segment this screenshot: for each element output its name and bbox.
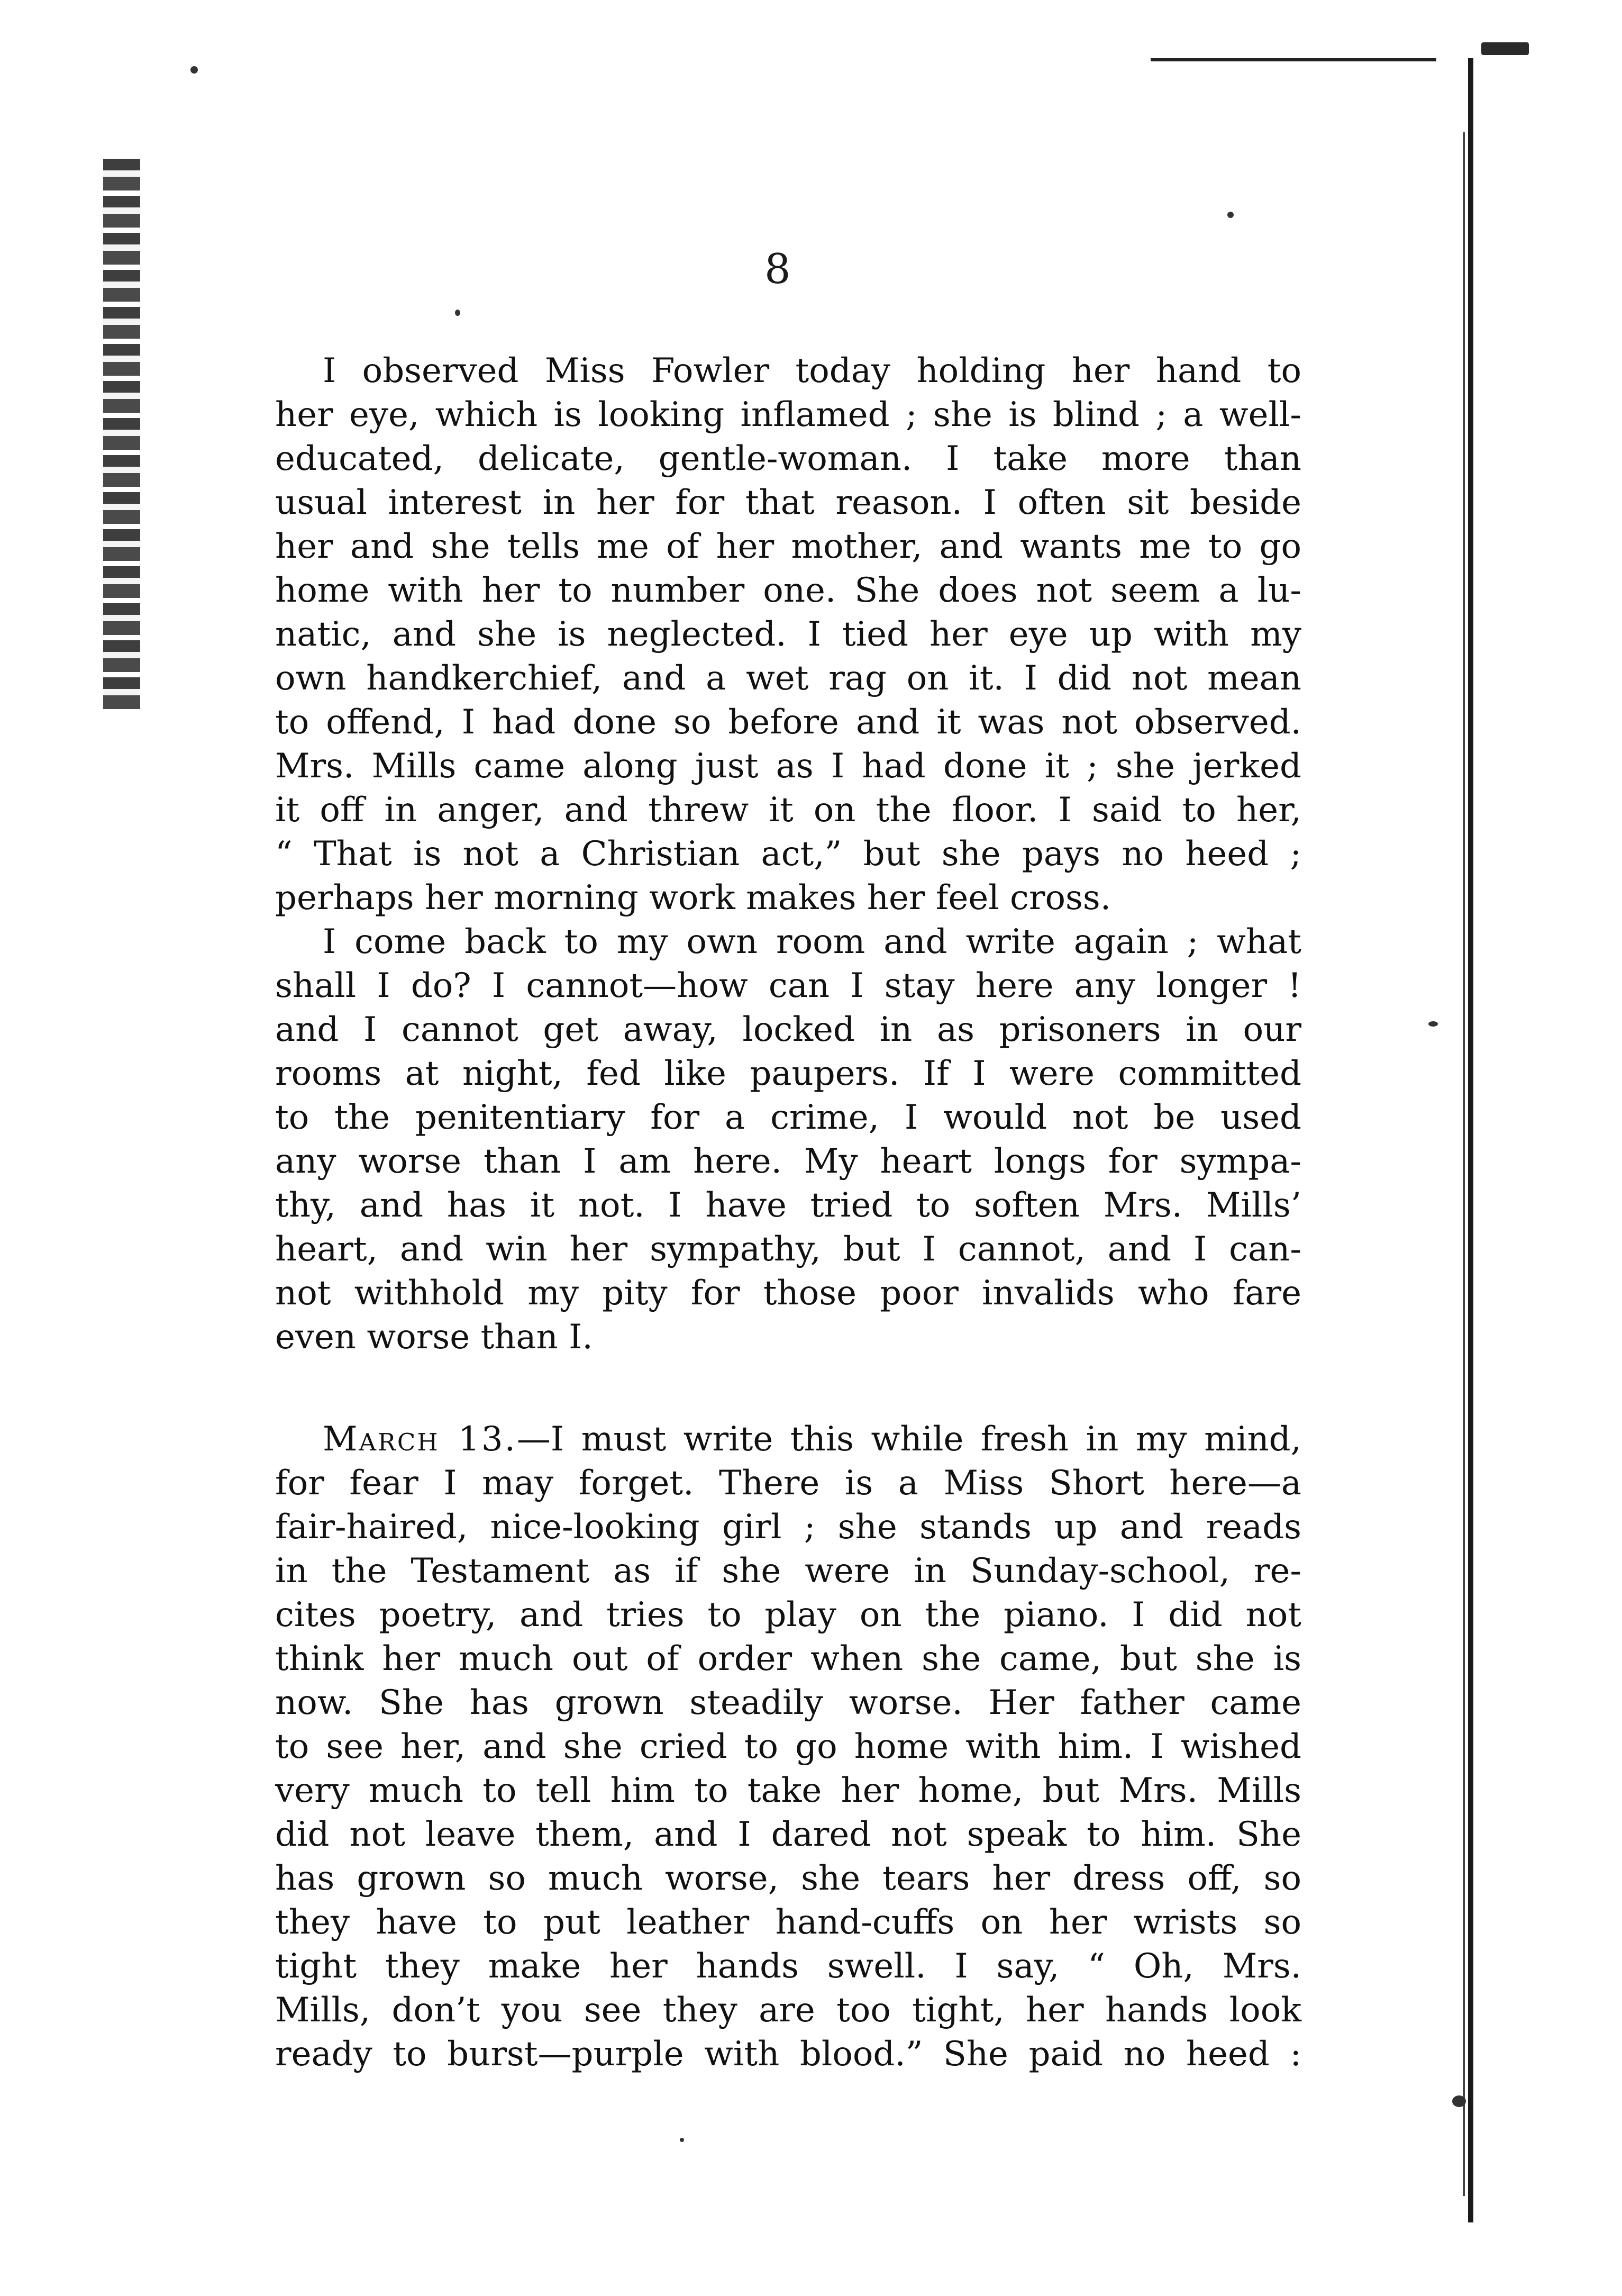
text-line: own handkerchief, and a wet rag on it. I did not mean: [275, 659, 1301, 698]
text-line: cites poetry, and tries to play on the piano. I did not: [275, 1595, 1301, 1635]
page-number: 8: [764, 246, 791, 293]
text-line: has grown so much worse, she tears her dress off, so: [275, 1859, 1301, 1898]
scan-right-border: [1468, 58, 1473, 2222]
text-line: rooms at night, fed like paupers. If I were committed: [275, 1054, 1301, 1093]
paragraph: [275, 349, 1301, 920]
text-line: [275, 1418, 1301, 1462]
text-line: heart, and win her sympathy, but I cannot, and I can-: [275, 1230, 1301, 1269]
text-line: any worse than I am here. My heart longs for sympa-: [275, 1142, 1301, 1181]
text-line: home with her to number one. She does not seem a lu-: [275, 571, 1301, 610]
scan-corner-smudge: [1481, 42, 1529, 55]
text-line: in the Testament as if she were in Sunday-school, re-: [275, 1551, 1301, 1591]
text-line: ready to burst—purple with blood.” She paid no heed :: [275, 2035, 1301, 2074]
text-line: to the penitentiary for a crime, I would not be used: [275, 1098, 1301, 1137]
text-line: shall I do? I cannot—how can I stay here any longer !: [275, 966, 1301, 1005]
scan-right-border-inner: [1463, 132, 1465, 2196]
text-line: think her much out of order when she came, but she is: [275, 1639, 1301, 1678]
text-line: now. She has grown steadily worse. Her father came: [275, 1683, 1301, 1722]
scan-speck: [455, 310, 460, 316]
text-fragment: —I must write this while fresh in my mind,: [516, 1420, 1301, 1459]
text-line: fair-haired, nice-looking girl ; she stands up and reads: [275, 1508, 1301, 1547]
scan-rule-top: [1151, 58, 1436, 61]
text-line: even worse than I.: [275, 1318, 593, 1357]
text-line: not withhold my pity for those poor invalids who fare: [275, 1274, 1301, 1313]
scan-speck: [1428, 1021, 1438, 1027]
entry-date-heading: March 13.: [323, 1420, 517, 1459]
paragraph: [275, 1418, 1301, 2076]
text-line: perhaps her morning work makes her feel cross.: [275, 878, 1111, 918]
text-line: “ That is not a Christian act,” but she pays no heed ;: [275, 834, 1301, 874]
scan-speck: [190, 66, 198, 74]
text-line: to offend, I had done so before and it was not observed.: [275, 703, 1301, 742]
text-line: usual interest in her for that reason. I often sit beside: [275, 483, 1301, 522]
text-line: to see her, and she cried to go home with him. I wished: [275, 1727, 1301, 1766]
body-text: [275, 349, 1301, 2076]
text-line: thy, and has it not. I have tried to soften Mrs. Mills’: [275, 1186, 1301, 1225]
text-line: natic, and she is neglected. I tied her eye up with my: [275, 615, 1301, 654]
text-line: educated, delicate, gentle-woman. I take more than: [275, 439, 1301, 478]
text-line: it off in anger, and threw it on the floor. I said to her,: [275, 791, 1301, 830]
text-line: her eye, which is looking inflamed ; she is blind ; a well-: [275, 395, 1301, 434]
text-line: her and she tells me of her mother, and wants me to go: [275, 527, 1301, 566]
scan-left-edge-bleedthrough: [103, 159, 140, 714]
text-line: tight they make her hands swell. I say, “ Oh, Mrs.: [275, 1947, 1301, 1986]
scan-speck: [1452, 2095, 1466, 2107]
text-line: I observed Miss Fowler today holding her hand to: [323, 351, 1301, 391]
text-line: Mills, don’t you see they are too tight, her hands look: [275, 1991, 1301, 2030]
text-line: very much to tell him to take her home, but Mrs. Mills: [275, 1771, 1301, 1810]
scan-speck: [1227, 212, 1234, 218]
text-line: they have to put leather hand-cuffs on her wrists so: [275, 1903, 1301, 1942]
text-line: I come back to my own room and write again ; what: [323, 922, 1301, 961]
text-line: did not leave them, and I dared not speak to him. She: [275, 1815, 1301, 1854]
paragraph: [275, 920, 1301, 1359]
text-line: for fear I may forget. There is a Miss Short here—a: [275, 1464, 1301, 1503]
scan-speck: [680, 2138, 684, 2142]
text-line: and I cannot get away, locked in as prisoners in our: [275, 1010, 1301, 1049]
text-line: Mrs. Mills came along just as I had done it ; she jerked: [275, 747, 1301, 786]
